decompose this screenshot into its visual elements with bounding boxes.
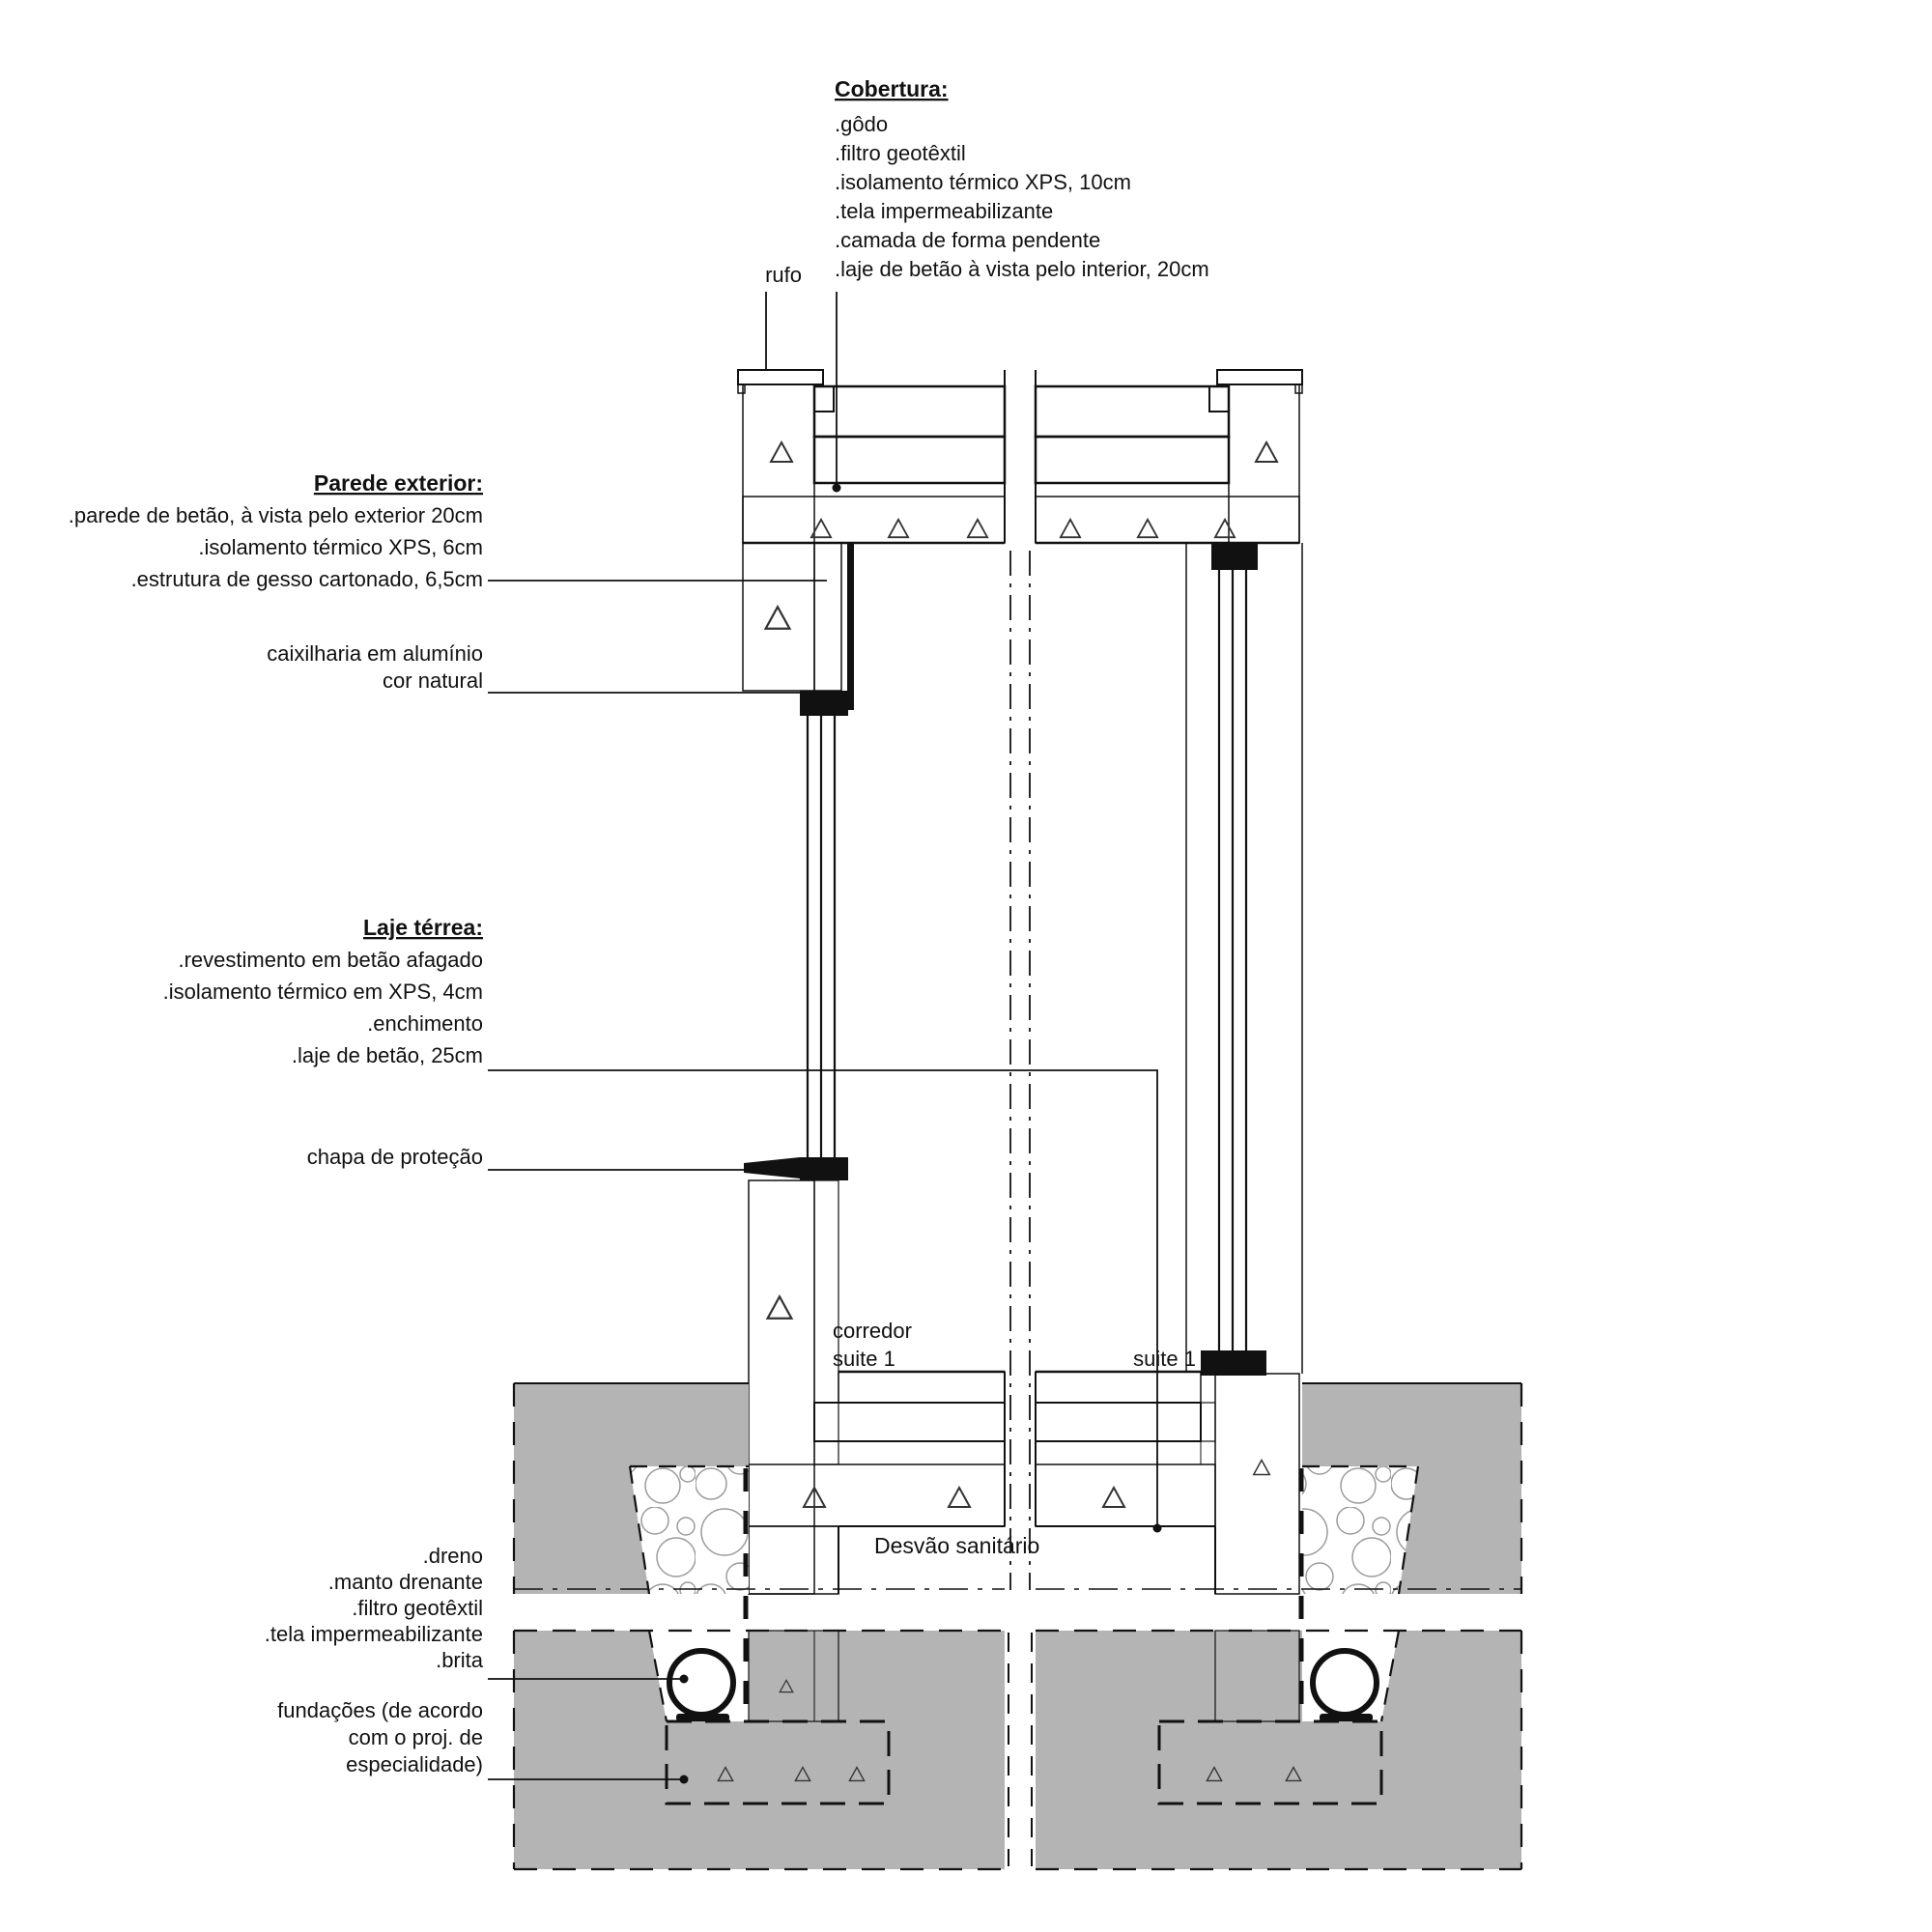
drain-pipe-right xyxy=(1313,1651,1377,1715)
floor-xps-end-right xyxy=(1201,1403,1215,1441)
gypsum-board-line xyxy=(847,543,854,709)
roof-tray-step-left xyxy=(814,386,834,412)
exterior-wall-upper-left xyxy=(743,543,854,710)
roof-slab-right xyxy=(1036,497,1299,543)
gravel-backfill-upper-left xyxy=(630,1466,749,1594)
soil-lower-right xyxy=(1036,1631,1521,1869)
roof-gravel-layer-right xyxy=(1036,386,1229,437)
laje-item: .laje de betão, 25cm xyxy=(291,1043,483,1067)
roof-assembly xyxy=(738,370,1302,543)
roof-slab-left xyxy=(743,497,1005,543)
roof-xps-layer-right xyxy=(1036,437,1229,483)
chapa-protecao-plate xyxy=(744,1157,800,1179)
coping-rufo-left xyxy=(738,370,823,384)
fundacoes-label-line3: especialidade) xyxy=(346,1752,483,1776)
drain-pipe-left xyxy=(669,1651,733,1715)
ground-slab-right xyxy=(1036,1464,1215,1526)
soil-foundation-left xyxy=(514,1383,1005,1869)
floor-fill-right xyxy=(1036,1441,1201,1464)
room-label-suite-left: suite 1 xyxy=(833,1347,895,1371)
drenagem-item: .tela impermeabilizante xyxy=(264,1622,483,1646)
window-sill-frame-right xyxy=(1201,1350,1266,1376)
parapet-left xyxy=(743,384,814,543)
coping-rufo-right xyxy=(1217,370,1302,384)
cobertura-item: .gôdo xyxy=(835,112,889,136)
parede-title: Parede exterior: xyxy=(313,470,483,496)
glazing-left xyxy=(808,716,835,1157)
floor-cut-edges xyxy=(1005,1372,1036,1526)
gravel-backfill-upper-right xyxy=(1302,1466,1418,1594)
concrete-triangle-marks xyxy=(718,442,1300,1780)
floor-xps-left xyxy=(814,1403,1005,1441)
laje-item: .enchimento xyxy=(367,1011,483,1036)
screed-band-left xyxy=(838,1372,1005,1403)
soil-lower-left xyxy=(514,1631,1005,1869)
drain-base-left xyxy=(676,1714,729,1721)
room-label-desvao: Desvão sanitário xyxy=(874,1533,1040,1558)
ground-floor-right xyxy=(1036,1372,1299,1594)
cobertura-item: .tela impermeabilizante xyxy=(835,199,1054,223)
window-sill-frame-left xyxy=(800,1157,848,1180)
chapa-label: chapa de proteção xyxy=(306,1145,483,1169)
roof-xps-layer-left xyxy=(814,437,1005,483)
caixilharia-label-line1: caixilharia em alumínio xyxy=(267,641,483,666)
room-label-corredor: corredor xyxy=(833,1319,912,1343)
leader-dot-cobertura xyxy=(833,484,841,493)
leader-dot-fundacoes xyxy=(680,1776,689,1784)
slab-soffit-right xyxy=(1036,1526,1215,1594)
drain-base-right xyxy=(1320,1714,1373,1721)
roof-cut-edges xyxy=(1005,370,1036,543)
concrete-wall-lower-left xyxy=(749,1180,814,1594)
leader-dot-laje xyxy=(1153,1524,1162,1533)
parede-item: .parede de betão, à vista pelo exterior 20cm xyxy=(68,503,483,527)
floor-xps-right xyxy=(1036,1403,1201,1441)
ground-slab-left xyxy=(749,1464,1005,1526)
ground-floor-left xyxy=(749,1180,1005,1594)
room-label-suite-right: suite 1 xyxy=(1133,1347,1196,1371)
fundacoes-label-line2: com o proj. de xyxy=(348,1725,483,1749)
concrete-wall-upper xyxy=(743,543,814,691)
glazing-right xyxy=(1219,570,1246,1350)
screed-band-right xyxy=(1036,1372,1201,1403)
edge-beam-left xyxy=(749,1526,838,1594)
leader-dot-brita xyxy=(680,1675,689,1684)
drenagem-item: .filtro geotêxtil xyxy=(352,1596,483,1620)
roof-membrane-layer-left xyxy=(814,483,1005,497)
roof-membrane-layer-right xyxy=(1036,483,1229,497)
coping-drip-left xyxy=(738,384,745,393)
cobertura-item: .filtro geotêxtil xyxy=(835,141,966,165)
cobertura-item: .laje de betão à vista pelo interior, 20cm xyxy=(835,257,1209,281)
window-left xyxy=(744,691,848,1180)
floor-fill-left xyxy=(814,1441,1005,1464)
window-right xyxy=(1186,543,1302,1376)
cobertura-item: .camada de forma pendente xyxy=(835,228,1101,252)
fundacoes-label-line1: fundações (de acordo xyxy=(277,1698,483,1722)
drenagem-item: .manto drenante xyxy=(327,1570,483,1594)
drenagem-item: .brita xyxy=(436,1648,483,1672)
drenagem-item: .dreno xyxy=(422,1544,483,1568)
laje-item: .revestimento em betão afagado xyxy=(178,948,483,972)
roof-gravel-layer-left xyxy=(814,386,1005,437)
roof-tray-step-right xyxy=(1209,386,1229,412)
laje-item: .isolamento térmico em XPS, 4cm xyxy=(162,980,483,1004)
cobertura-item: .isolamento térmico XPS, 10cm xyxy=(835,170,1131,194)
floor-fill-end-right xyxy=(1201,1441,1215,1464)
concrete-wall-lower-right xyxy=(1215,1374,1299,1594)
parapet-right xyxy=(1229,384,1299,543)
cobertura-title: Cobertura: xyxy=(835,76,949,101)
soil-cut-dashed xyxy=(1009,1633,1032,1866)
window-head-frame-left xyxy=(800,691,848,716)
rufo-label: rufo xyxy=(765,263,802,287)
parede-item: .estrutura de gesso cartonado, 6,5cm xyxy=(130,567,483,591)
laje-title: Laje térrea: xyxy=(362,915,483,940)
wall-xps-strip-upper xyxy=(814,543,841,691)
parede-item: .isolamento térmico XPS, 6cm xyxy=(198,535,483,559)
window-head-frame-right xyxy=(1211,543,1258,570)
soil-foundation-right xyxy=(1036,1383,1521,1869)
caixilharia-label-line2: cor natural xyxy=(383,668,483,693)
